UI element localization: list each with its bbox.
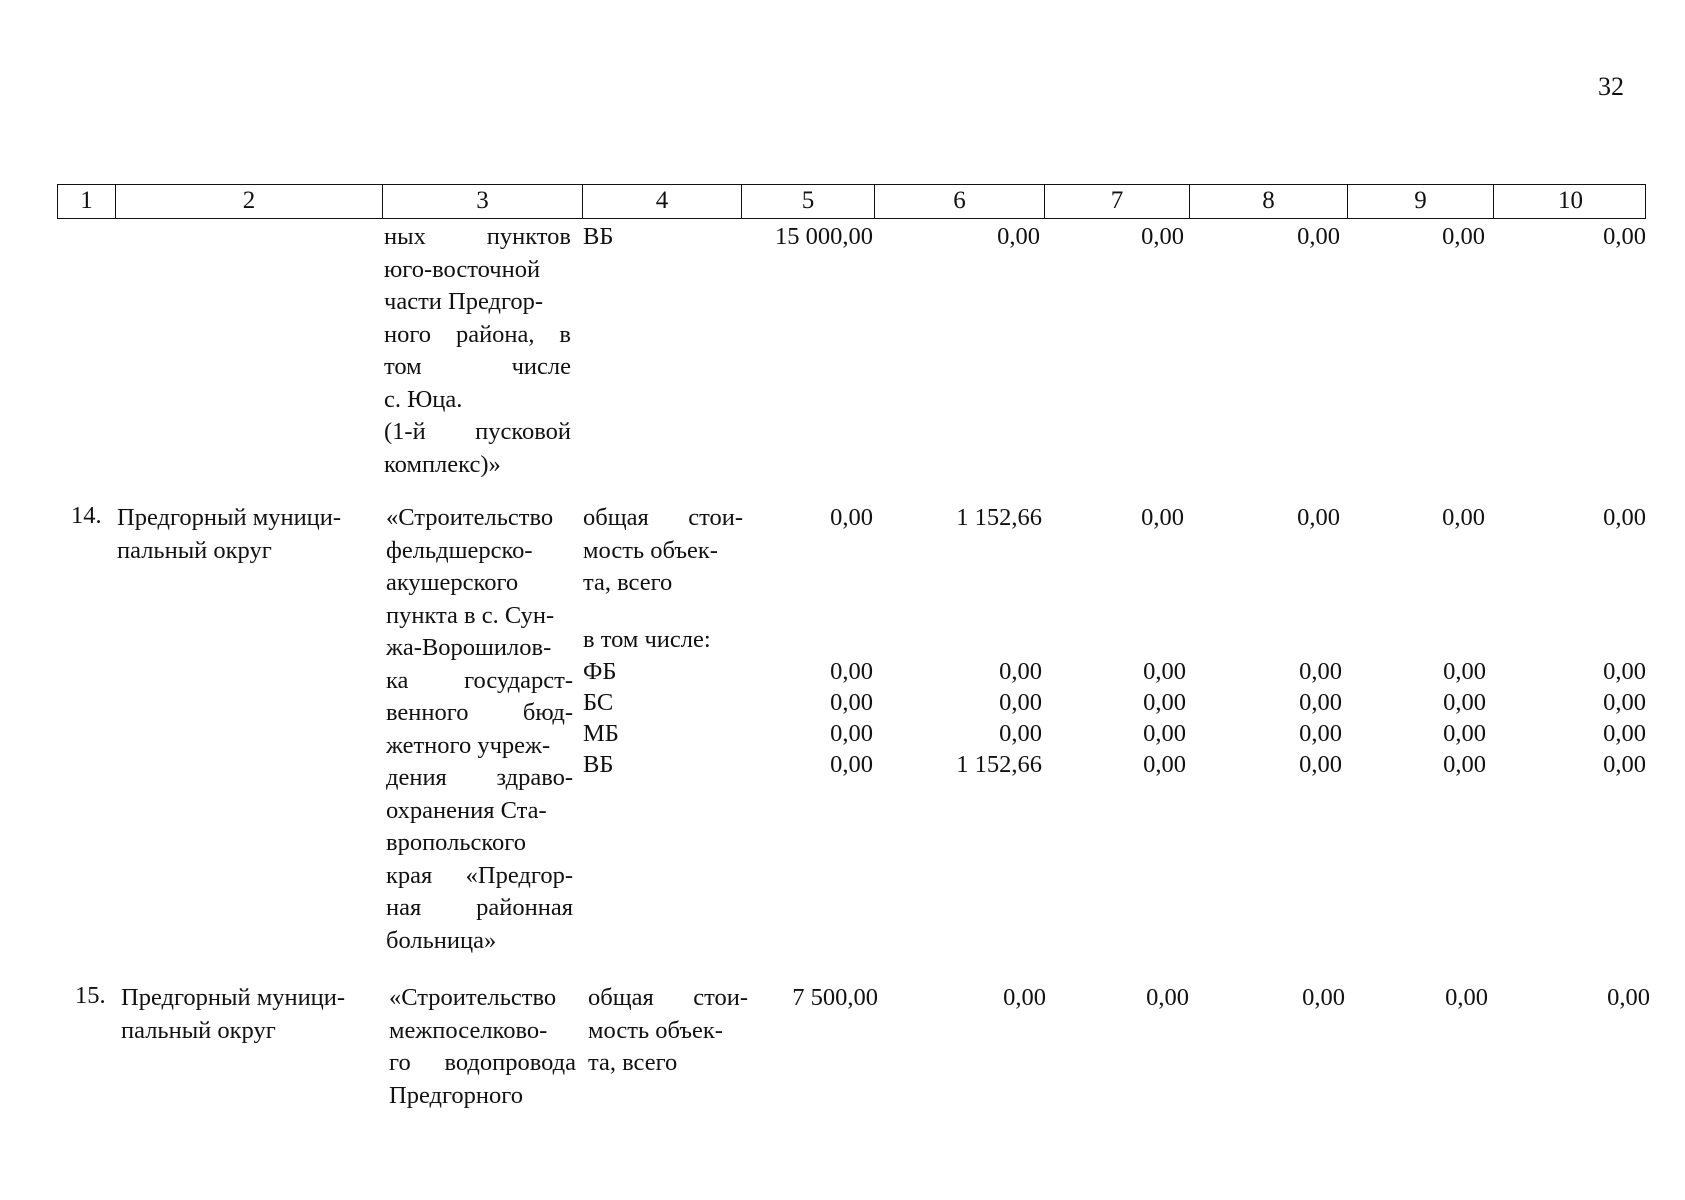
- total-col7: 0,00: [1146, 984, 1189, 1011]
- vb-col5: 0,00: [830, 751, 873, 778]
- total-cost-label: общая стои- мость объек- та, всего: [588, 984, 748, 1076]
- page-number: 32: [1598, 72, 1624, 101]
- fb-col5: 0,00: [830, 658, 873, 685]
- row-number: 14.: [71, 502, 102, 529]
- object-description: «Строительство фельдшерско- акушерского пункта в с. Сун- жа-Ворошилов- ка государст- венного бюд- жетного учреж- дения здраво- охранения Ста- вропольского края «Предгор- ная районная больница»: [386, 504, 573, 954]
- total-col8: 0,00: [1297, 504, 1340, 531]
- including-label: в том числе:: [583, 626, 711, 653]
- mb-col5: 0,00: [830, 720, 873, 747]
- continuation-source-label: ВБ: [583, 223, 614, 250]
- column-header: 9: [1348, 185, 1494, 218]
- total-col5: 0,00: [830, 504, 873, 531]
- row-number: 15.: [75, 982, 106, 1009]
- source-label: ФБ: [583, 658, 617, 685]
- bs-col10: 0,00: [1603, 689, 1646, 716]
- column-header: 7: [1045, 185, 1190, 218]
- bs-col6: 0,00: [999, 689, 1042, 716]
- source-labels: [583, 656, 619, 780]
- continuation-object-text: ных пунктов юго-восточной части Предгор- ного района, в том числе с. Юца. (1-й пусковой комплекс)»: [384, 223, 571, 478]
- value-col6: 0,00: [997, 223, 1040, 250]
- total-col10: 0,00: [1607, 984, 1650, 1011]
- total-col6: 1 152,66: [956, 504, 1042, 531]
- value-col8: 0,00: [1297, 223, 1340, 250]
- total-cost-label: общая стои- мость объек- та, всего: [583, 504, 743, 596]
- value-col9: 0,00: [1442, 223, 1485, 250]
- total-col10: 0,00: [1603, 504, 1646, 531]
- value-col10: 0,00: [1603, 223, 1646, 250]
- source-label: ВБ: [583, 751, 614, 778]
- mb-col7: 0,00: [1143, 720, 1186, 747]
- column-header: 8: [1190, 185, 1348, 218]
- source-label: МБ: [583, 720, 619, 747]
- bs-col5: 0,00: [830, 689, 873, 716]
- bs-col9: 0,00: [1443, 689, 1486, 716]
- vb-col8: 0,00: [1299, 751, 1342, 778]
- mb-col6: 0,00: [999, 720, 1042, 747]
- vb-col10: 0,00: [1603, 751, 1646, 778]
- vb-col6: 1 152,66: [956, 751, 1042, 778]
- bs-col7: 0,00: [1143, 689, 1186, 716]
- column-header: 4: [583, 185, 742, 218]
- fb-col8: 0,00: [1299, 658, 1342, 685]
- total-col9: 0,00: [1445, 984, 1488, 1011]
- total-col7: 0,00: [1141, 504, 1184, 531]
- total-col5: 7 500,00: [792, 984, 878, 1011]
- bs-col8: 0,00: [1299, 689, 1342, 716]
- object-description: «Строительство межпоселково- го водопровода Предгорного: [389, 984, 576, 1109]
- column-header: 5: [742, 185, 875, 218]
- total-col6: 0,00: [1003, 984, 1046, 1011]
- vb-col7: 0,00: [1143, 751, 1186, 778]
- fb-col10: 0,00: [1603, 658, 1646, 685]
- value-col7: 0,00: [1141, 223, 1184, 250]
- vb-col9: 0,00: [1443, 751, 1486, 778]
- fb-col7: 0,00: [1143, 658, 1186, 685]
- municipality-name: Предгорный муници- пальный округ: [121, 984, 346, 1044]
- column-header: 1: [58, 185, 116, 218]
- mb-col10: 0,00: [1603, 720, 1646, 747]
- source-label: БС: [583, 689, 614, 716]
- mb-col9: 0,00: [1443, 720, 1486, 747]
- value-col5: 15 000,00: [775, 223, 873, 250]
- column-header: 6: [875, 185, 1045, 218]
- column-header: 10: [1558, 187, 1583, 214]
- fb-col6: 0,00: [999, 658, 1042, 685]
- fb-col9: 0,00: [1443, 658, 1486, 685]
- mb-col8: 0,00: [1299, 720, 1342, 747]
- municipality-name: Предгорный муници- пальный округ: [117, 504, 342, 564]
- total-col9: 0,00: [1442, 504, 1485, 531]
- table-header-row: [57, 184, 1646, 219]
- total-col8: 0,00: [1302, 984, 1345, 1011]
- column-header: 3: [383, 185, 583, 218]
- column-header: 2: [116, 185, 383, 218]
